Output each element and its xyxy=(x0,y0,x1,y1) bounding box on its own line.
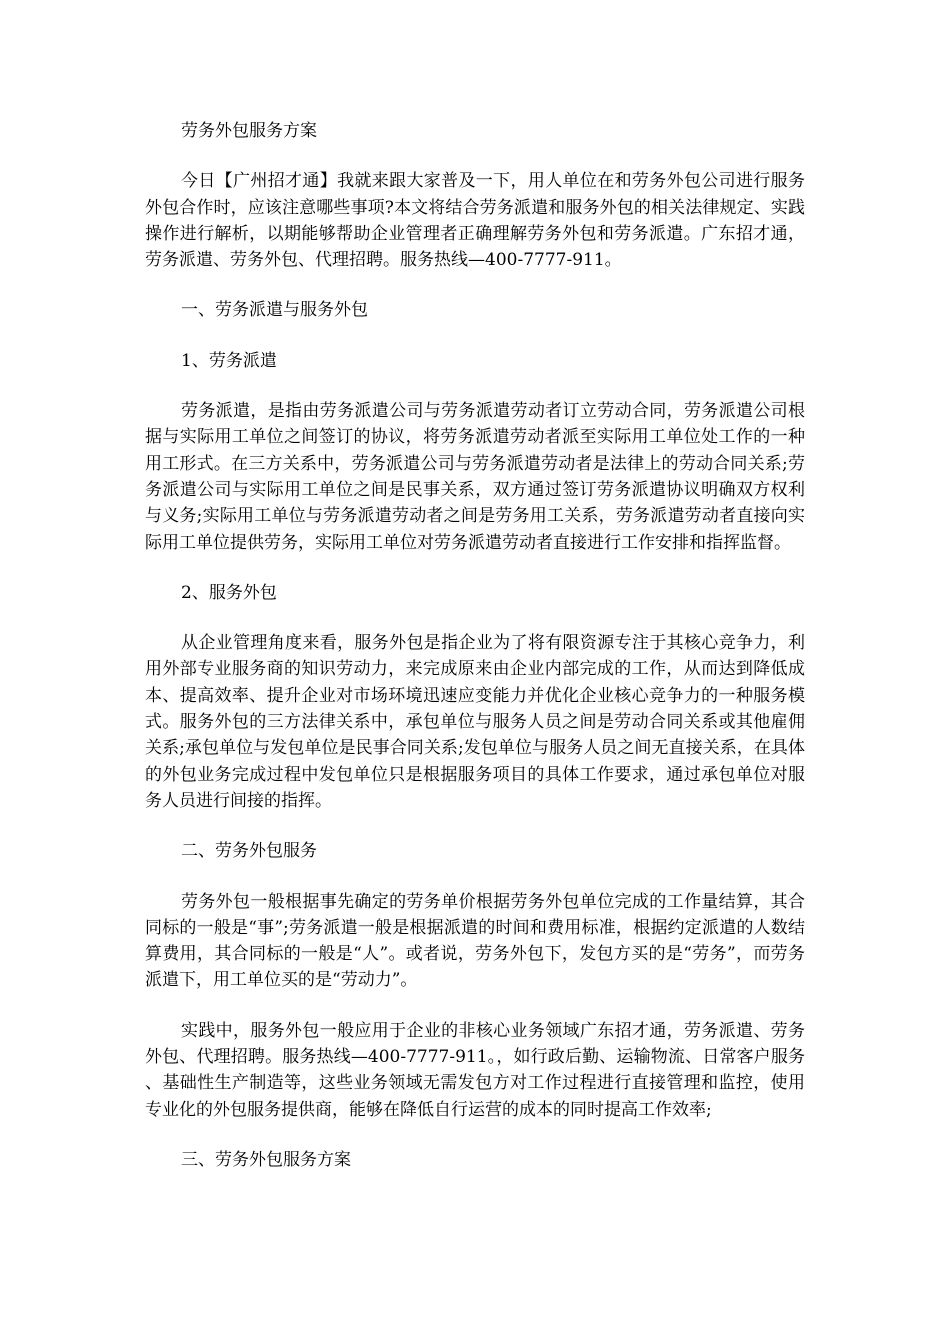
subsection-1-heading: 1、劳务派遣 xyxy=(181,350,277,371)
intro-paragraph: 今日【广州招才通】我就来跟大家普及一下，用人单位在和劳务外包公司进行服务外包合作时，应该注意哪些事项?本文将结合劳务派遣和服务外包的相关法律规定、实践操作进行解析，以期能够帮助企业管理者正确理解劳务外包和劳务派遣。广东招才通，劳务派遣、劳务外包、代理招聘。服务热线—400-7777-911。 xyxy=(145,171,805,271)
subsection-2-paragraph: 从企业管理角度来看，服务外包是指企业为了将有限资源专注于其核心竞争力，利用外部专业服务商的知识劳动力，来完成原来由企业内部完成的工作，从而达到降低成本、提高效率、提升企业对市场环境迅速应变能力并优化企业核心竞争力的一种服务模式。服务外包的三方法律关系中，承包单位与服务人员之间是劳动合同关系或其他雇佣关系;承包单位与发包单位是民事合同关系;发包单位与服务人员之间无直接关系，在具体的外包业务完成过程中发包单位只是根据服务项目的具体工作要求，通过承包单位对服务人员进行间接的指挥。 xyxy=(145,633,805,811)
section-2-heading: 二、劳务外包服务 xyxy=(181,841,317,862)
subsection-1-paragraph: 劳务派遣，是指由劳务派遣公司与劳务派遣劳动者订立劳动合同，劳务派遣公司根据与实际用工单位之间签订的协议，将劳务派遣劳动者派至实际用工单位处工作的一种用工形式。在三方关系中，劳务派遣公司与劳务派遣劳动者是法律上的劳动合同关系;劳务派遣公司与实际用工单位之间是民事关系，双方通过签订劳务派遣协议明确双方权利与义务;实际用工单位与劳务派遣劳动者之间是劳务用工关系，劳务派遣劳动者直接向实际用工单位提供劳务，实际用工单位对劳务派遣劳动者直接进行工作安排和指挥监督。 xyxy=(145,401,805,553)
document-body xyxy=(145,118,805,1197)
subsection-2-heading: 2、服务外包 xyxy=(181,582,277,603)
document-title: 劳务外包服务方案 xyxy=(181,121,317,141)
section-2-paragraph-2: 实践中，服务外包一般应用于企业的非核心业务领域广东招才通，劳务派遣、劳务外包、代理招聘。服务热线—400-7777-911。，如行政后勤、运输物流、日常客户服务、基础性生产制造等，这些业务领域无需发包方对工作过程进行直接管理和监控，使用专业化的外包服务提供商，能够在降低自行运营的成本的同时提高工作效率; xyxy=(145,1020,805,1120)
section-1-heading: 一、劳务派遣与服务外包 xyxy=(181,300,368,321)
section-3-heading: 三、劳务外包服务方案 xyxy=(181,1149,351,1170)
section-2-paragraph-1: 劳务外包一般根据事先确定的劳务单价根据劳务外包单位完成的工作量结算，其合同标的一般是“事”;劳务派遣一般是根据派遣的时间和费用标准，根据约定派遣的人数结算费用，其合同标的一般是“人”。或者说，劳务外包下，发包方买的是“劳务”，而劳务派遣下，用工单位买的是“劳动力”。 xyxy=(145,891,805,991)
